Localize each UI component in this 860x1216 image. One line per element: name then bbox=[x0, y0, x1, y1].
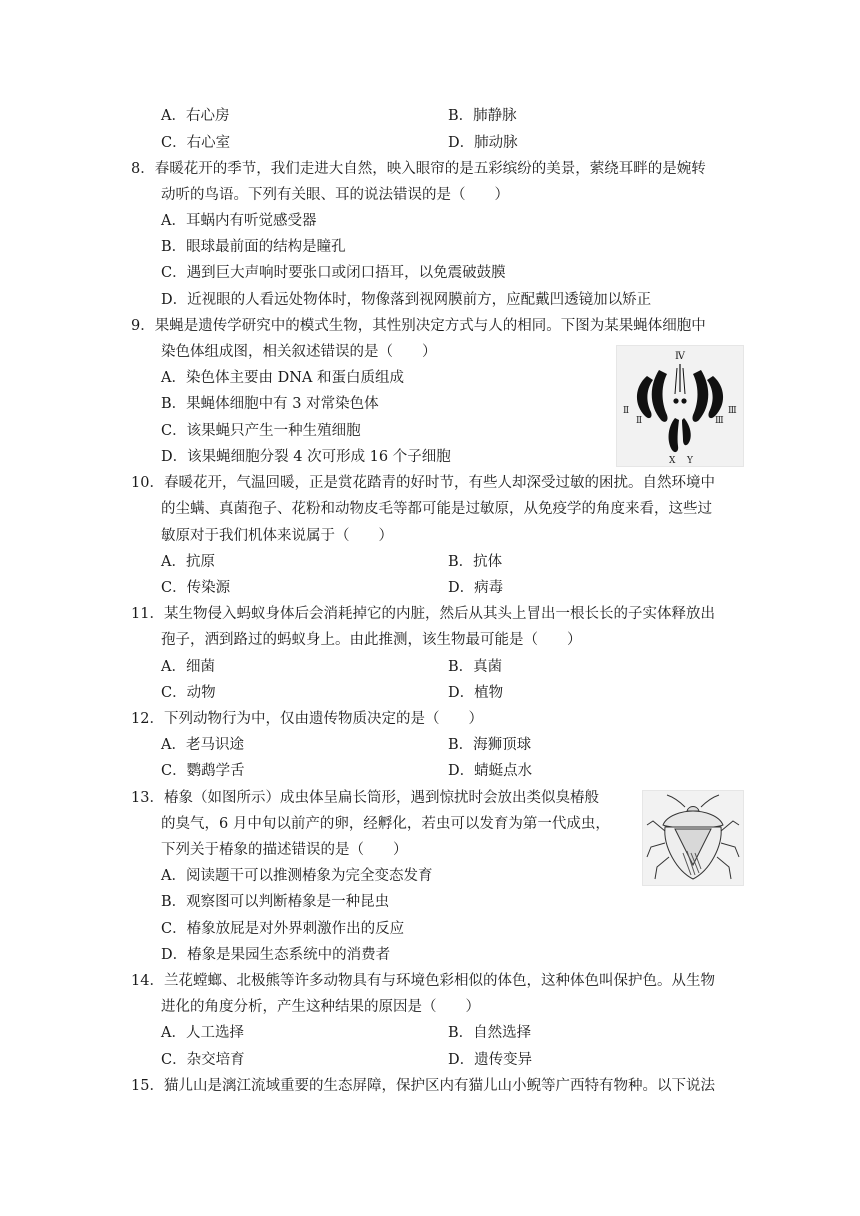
q7-option-a[interactable]: A．右心房 bbox=[161, 108, 230, 124]
q10-stem-line2: 的尘螨、真菌孢子、花粉和动物皮毛等都可能是过敏原，从免疫学的角度来看，这些过 bbox=[161, 501, 712, 517]
q12-stem-line1: 12．下列动物行为中，仅由遗传物质决定的是（ ） bbox=[131, 711, 483, 727]
label-iii-left: Ⅲ bbox=[715, 416, 724, 426]
stink-bug-icon bbox=[643, 791, 743, 885]
q11-option-b[interactable]: B．真菌 bbox=[448, 659, 503, 675]
q11-option-a[interactable]: A．细菌 bbox=[161, 659, 215, 675]
q13-option-d[interactable]: D．椿象是果园生态系统中的消费者 bbox=[161, 947, 391, 963]
q7-option-d[interactable]: D．肺动脉 bbox=[448, 135, 518, 151]
q13-option-b[interactable]: B．观察图可以判断椿象是一种昆虫 bbox=[161, 894, 390, 910]
q11-stem-line1: 11．某生物侵入蚂蚁身体后会消耗掉它的内脏，然后从其头上冒出一根长长的子实体释放出 bbox=[131, 606, 715, 622]
chromosome-diagram bbox=[617, 346, 743, 466]
q10-option-c[interactable]: C．传染源 bbox=[161, 580, 231, 596]
q7-option-b[interactable]: B．肺静脉 bbox=[448, 108, 517, 124]
q9-option-c[interactable]: C．该果蝇只产生一种生殖细胞 bbox=[161, 423, 361, 439]
q7-option-c[interactable]: C．右心室 bbox=[161, 135, 231, 151]
label-y: Y bbox=[687, 456, 693, 466]
q10-option-d[interactable]: D．病毒 bbox=[448, 580, 504, 596]
q11-option-d[interactable]: D．植物 bbox=[448, 685, 504, 701]
chromosome-figure bbox=[616, 345, 744, 467]
label-iv: Ⅳ bbox=[675, 351, 685, 362]
q8-option-c[interactable]: C．遇到巨大声响时要张口或闭口捂耳，以免震破鼓膜 bbox=[161, 265, 506, 281]
q14-option-c[interactable]: C．杂交培育 bbox=[161, 1052, 245, 1068]
q11-option-c[interactable]: C．动物 bbox=[161, 685, 216, 701]
stink-bug-figure bbox=[642, 790, 744, 886]
q14-option-d[interactable]: D．遗传变异 bbox=[448, 1052, 533, 1068]
q14-stem-line2: 进化的角度分析，产生这种结果的原因是（ ） bbox=[161, 999, 480, 1015]
q13-option-c[interactable]: C．椿象放屁是对外界刺激作出的反应 bbox=[161, 921, 405, 937]
q9-stem-line1: 9．果蝇是遗传学研究中的模式生物，其性别决定方式与人的相同。下图为某果蝇体细胞中 bbox=[131, 318, 706, 334]
q12-option-c[interactable]: C．鹦鹉学舌 bbox=[161, 763, 245, 779]
label-x: X bbox=[669, 456, 676, 466]
label-ii-right: Ⅱ bbox=[636, 416, 643, 426]
q8-stem-line1: 8．春暖花开的季节，我们走进大自然，映入眼帘的是五彩缤纷的美景，萦绕耳畔的是婉转 bbox=[131, 161, 706, 177]
q14-option-a[interactable]: A．人工选择 bbox=[161, 1025, 244, 1041]
q8-stem-line2: 动听的鸟语。下列有关眼、耳的说法错误的是（ ） bbox=[161, 187, 509, 203]
q9-stem-line2: 染色体组成图，相关叙述错误的是（ ） bbox=[161, 344, 437, 360]
q10-stem-line1: 10．春暖花开，气温回暖，正是赏花踏青的好时节，有些人却深受过敏的困扰。自然环境中 bbox=[131, 475, 715, 491]
q12-option-d[interactable]: D．蜻蜓点水 bbox=[448, 763, 533, 779]
q13-stem-line3: 下列关于椿象的描述错误的是（ ） bbox=[161, 842, 408, 858]
q11-stem-line2: 孢子，洒到路过的蚂蚁身上。由此推测，该生物最可能是（ ） bbox=[161, 632, 582, 648]
q13-option-a[interactable]: A．阅读题干可以推测椿象为完全变态发育 bbox=[161, 868, 433, 884]
q9-option-d[interactable]: D．该果蝇细胞分裂 4 次可形成 16 个子细胞 bbox=[161, 449, 451, 465]
q8-option-a[interactable]: A．耳蜗内有听觉感受器 bbox=[161, 213, 317, 229]
q13-stem-line1: 13．椿象（如图所示）成虫体呈扁长筒形，遇到惊扰时会放出类似臭椿般 bbox=[131, 790, 599, 806]
q8-option-b[interactable]: B．眼球最前面的结构是瞳孔 bbox=[161, 239, 346, 255]
q8-option-d[interactable]: D．近视眼的人看远处物体时，物像落到视网膜前方，应配戴凹透镜加以矫正 bbox=[161, 292, 652, 308]
q9-option-a[interactable]: A．染色体主要由 DNA 和蛋白质组成 bbox=[161, 370, 404, 386]
label-ii-left: Ⅱ bbox=[623, 406, 630, 416]
q10-option-b[interactable]: B．抗体 bbox=[448, 554, 503, 570]
q10-stem-line3: 敏原对于我们机体来说属于（ ） bbox=[161, 528, 393, 544]
q12-option-b[interactable]: B．海狮顶球 bbox=[448, 737, 532, 753]
q15-stem-line1: 15．猫儿山是漓江流域重要的生态屏障，保护区内有猫儿山小鲵等广西特有物种。以下说法 bbox=[131, 1078, 715, 1094]
q9-option-b[interactable]: B．果蝇体细胞中有 3 对常染色体 bbox=[161, 396, 379, 412]
label-iii-right: Ⅲ bbox=[728, 406, 737, 416]
q12-option-a[interactable]: A．老马识途 bbox=[161, 737, 244, 753]
q13-stem-line2: 的臭气，6 月中旬以前产的卵，经孵化，若虫可以发育为第一代成虫， bbox=[161, 816, 610, 832]
q14-stem-line1: 14．兰花螳螂、北极熊等许多动物具有与环境色彩相似的体色，这种体色叫保护色。从生物 bbox=[131, 973, 715, 989]
q14-option-b[interactable]: B．自然选择 bbox=[448, 1025, 532, 1041]
q10-option-a[interactable]: A．抗原 bbox=[161, 554, 215, 570]
